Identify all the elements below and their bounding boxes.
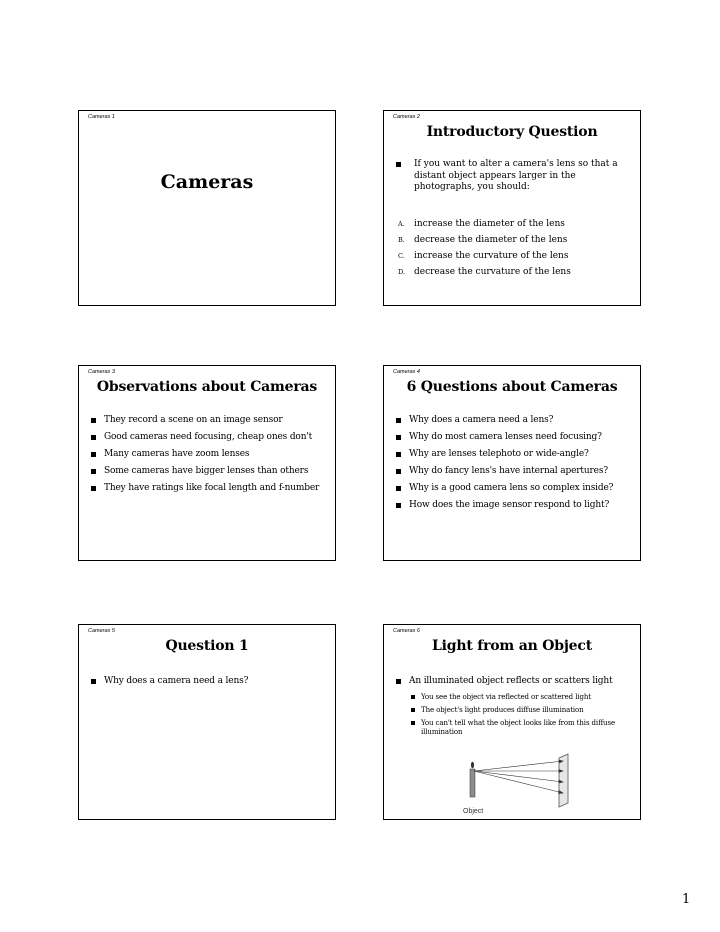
bullet-item (396, 500, 634, 511)
bullet-item (91, 483, 329, 494)
slide-2 (383, 110, 641, 306)
bullet-square-icon (91, 486, 96, 491)
bullet-square-icon (411, 708, 415, 712)
slide-label: Cameras 1 (88, 114, 115, 120)
bullet-list (396, 676, 634, 693)
sub-bullet-text: The object's light produces diffuse illumination (421, 706, 584, 714)
bullet-item (91, 466, 329, 477)
answer-option (398, 235, 571, 246)
slide-label: Cameras 2 (393, 114, 420, 120)
bullet-item (396, 483, 634, 494)
bullet-square-icon (396, 435, 401, 440)
bullet-text: They record a scene on an image sensor (104, 415, 283, 425)
bullet-square-icon (91, 435, 96, 440)
bullet-text: Why do fancy lens's have internal apertures? (409, 466, 608, 476)
sub-bullet-item (411, 693, 634, 702)
option-text: increase the diameter of the lens (414, 219, 565, 229)
bullet-text: Why are lenses telephoto or wide-angle? (409, 449, 589, 459)
bullet-text: Why do most camera lenses need focusing? (409, 432, 602, 442)
light-diagram (462, 751, 582, 819)
slide-label: Cameras 5 (88, 628, 115, 634)
bullet-text: Why does a camera need a lens? (104, 676, 249, 686)
flame-icon (471, 762, 474, 768)
bullet-text: Why does a camera need a lens? (409, 415, 554, 425)
bullet-square-icon (91, 469, 96, 474)
bullet-item (91, 676, 329, 687)
candle-object (470, 769, 475, 797)
slide-1 (78, 110, 336, 306)
slide-title: Question 1 (165, 638, 249, 654)
bullet-square-icon (396, 452, 401, 457)
sub-bullet-text: You can't tell what the object looks like from this diffuse illumination (421, 719, 616, 736)
bullet-item (396, 432, 634, 443)
bullet-text: Good cameras need focusing, cheap ones don't (104, 432, 313, 442)
slide-label: Cameras 6 (393, 628, 420, 634)
option-letter: D. (398, 268, 406, 276)
bullet-item (396, 676, 634, 687)
option-text: increase the curvature of the lens (414, 251, 569, 261)
bullet-text: They have ratings like focal length and f-number (104, 483, 320, 493)
bullet-square-icon (396, 162, 401, 167)
option-letter: C. (398, 252, 405, 260)
question-item (396, 159, 628, 194)
slide-5 (78, 624, 336, 820)
bullet-square-icon (396, 418, 401, 423)
bullet-square-icon (411, 695, 415, 699)
bullet-item (396, 449, 634, 460)
page-number: 1 (682, 892, 691, 907)
slide-3 (78, 365, 336, 561)
bullet-item (91, 432, 329, 443)
answer-option (398, 267, 571, 278)
sub-bullet-list (411, 693, 634, 741)
bullet-square-icon (411, 721, 415, 725)
bullet-text: Some cameras have bigger lenses than others (104, 466, 309, 476)
slide-4 (383, 365, 641, 561)
bullet-list (396, 415, 634, 517)
bullet-square-icon (91, 679, 96, 684)
bullet-square-icon (91, 452, 96, 457)
option-text: decrease the diameter of the lens (414, 235, 568, 245)
bullet-text: Many cameras have zoom lenses (104, 449, 250, 459)
option-text: decrease the curvature of the lens (414, 267, 571, 277)
answer-option (398, 251, 571, 262)
slide-title: 6 Questions about Cameras (406, 379, 618, 395)
bullet-square-icon (396, 469, 401, 474)
option-letter: A. (398, 220, 405, 228)
sub-bullet-item (411, 706, 634, 715)
slide-title: Light from an Object (432, 638, 592, 654)
slide-title: Cameras (160, 171, 254, 193)
bullet-text: How does the image sensor respond to light? (409, 500, 610, 510)
slide-label: Cameras 4 (393, 369, 420, 375)
slide-6 (383, 624, 641, 820)
bullet-list (91, 415, 329, 500)
slide-label: Cameras 3 (88, 369, 115, 375)
sub-bullet-text: You see the object via reflected or scattered light (421, 693, 591, 701)
bullet-square-icon (396, 503, 401, 508)
bullet-square-icon (396, 486, 401, 491)
bullet-item (396, 415, 634, 426)
bullet-text: Why is a good camera lens so complex inside? (409, 483, 614, 493)
option-letter: B. (398, 236, 405, 244)
bullet-item (91, 415, 329, 426)
bullet-item (396, 466, 634, 477)
light-rays (474, 760, 563, 794)
slide-title: Introductory Question (426, 124, 598, 140)
sub-bullet-item (411, 719, 634, 737)
answer-options (398, 219, 571, 283)
bullet-item (91, 449, 329, 460)
answer-option (398, 219, 571, 230)
slide-title: Observations about Cameras (96, 379, 318, 395)
question-text: If you want to alter a camera's lens so that a distant object appears larger in the photographs, you should: (414, 159, 618, 192)
bullet-square-icon (396, 679, 401, 684)
bullet-list (91, 676, 329, 693)
bullet-square-icon (91, 418, 96, 423)
bullet-text: An illuminated object reflects or scatters light (409, 676, 613, 686)
figure-label: Object (463, 808, 484, 815)
